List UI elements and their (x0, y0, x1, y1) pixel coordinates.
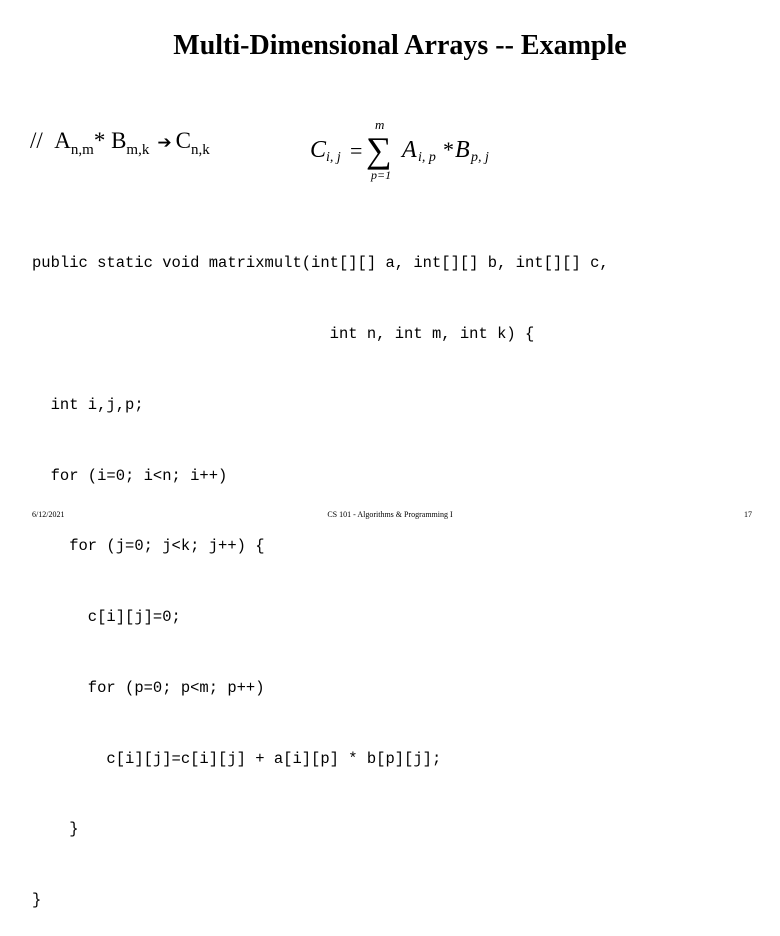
matrix-c-dims: n,k (190, 142, 210, 158)
code-line: c[i][j]=c[i][j] + a[i][p] * b[p][j]; (32, 749, 442, 768)
formula-times: * (443, 137, 454, 162)
footer-page-number: 17 (744, 510, 752, 519)
code-block (32, 205, 609, 936)
summation-formula (305, 115, 525, 185)
formula-term-a-sub: i, p (418, 150, 436, 165)
code-line: int n, int m, int k) { (32, 324, 535, 343)
comment-marker: // (30, 128, 43, 153)
sum-symbol-icon: ∑ (366, 130, 392, 170)
matrix-a: A (54, 128, 71, 153)
code-line: } (32, 820, 79, 839)
code-line: for (i=0; i<n; i++) (32, 466, 228, 485)
formula-term-b-sub: p, j (471, 150, 489, 165)
matrix-product-note (30, 128, 210, 159)
footer-date: 6/12/2021 (32, 510, 65, 519)
formula-term-b: B (455, 137, 470, 163)
footer-course-title: CS 101 - Algorithms & Programming I (327, 510, 453, 519)
code-line: int i,j,p; (32, 395, 144, 414)
code-line: public static void matrixmult(int[][] a, int[][] b, int[][] c, (32, 254, 609, 273)
code-line: c[i][j]=0; (32, 608, 181, 627)
matrix-b: B (111, 128, 127, 153)
formula-lhs-sub: i, j (326, 150, 341, 165)
code-line: } (32, 891, 42, 910)
sum-upper-limit: m (375, 117, 385, 132)
right-arrow-icon: ➔ (157, 133, 172, 153)
code-line: for (j=0; j<k; j++) { (32, 537, 265, 556)
sum-lower-limit: p=1 (371, 168, 392, 182)
formula-equals: = (350, 138, 363, 163)
formula-term-a: A (402, 137, 417, 163)
slide-title: Multi-Dimensional Arrays -- Example (173, 30, 627, 61)
matrix-a-dims: n,m (70, 142, 94, 158)
code-line: for (p=0; p<m; p++) (32, 678, 265, 697)
formula-lhs: C (310, 137, 327, 163)
matrix-c: C (175, 128, 191, 153)
multiply-sign: * (93, 128, 106, 153)
matrix-b-dims: m,k (126, 142, 150, 158)
